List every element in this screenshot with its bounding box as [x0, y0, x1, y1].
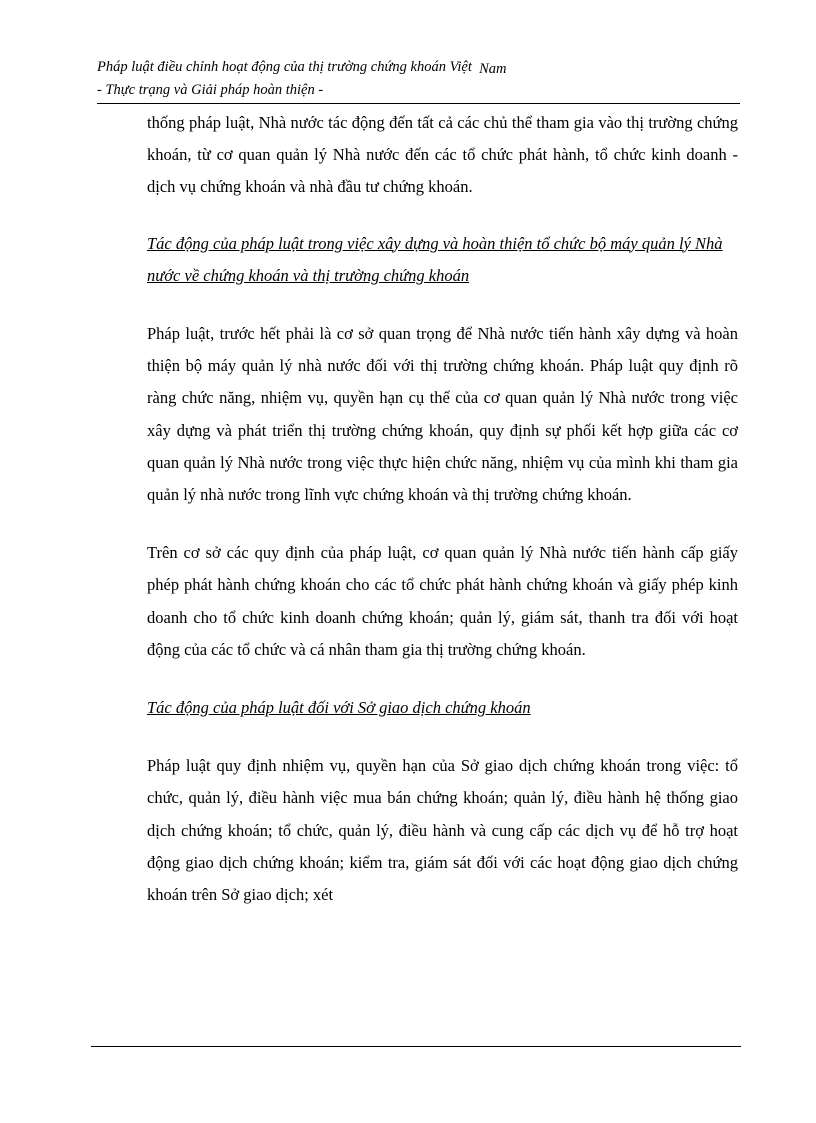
body-text [147, 107, 738, 911]
header-line-1 [97, 56, 740, 79]
running-header [97, 56, 740, 104]
paragraph-4: Pháp luật quy định nhiệm vụ, quyền hạn của Sở giao dịch chứng khoán trong việc: tổ chức, quản lý, điều hành việc mua bán chứng khoán; quản lý, điều hành hệ thống giao dịch chứng khoán; tổ chức, quản lý, điều hành và cung cấp các dịch vụ để hỗ trợ hoạt động giao dịch chứng khoán; kiểm tra, giám sát đối với các hoạt động giao dịch chứng khoán trên Sở giao dịch; xét [147, 756, 738, 905]
section-heading-2: Tác động của pháp luật đối với Sở giao dịch chứng khoán [147, 698, 531, 718]
footer-rule [91, 1046, 741, 1047]
section-heading-1: Tác động của pháp luật trong việc xây dựng và hoàn thiện tổ chức bộ máy quản lý Nhà nước về chứng khoán và thị trường chứng khoán [147, 233, 723, 285]
header-line-2: - Thực trạng và Giải pháp hoàn thiện - [97, 82, 324, 98]
paragraph-1: thống pháp luật, Nhà nước tác động đến tất cả các chủ thể tham gia vào thị trường chứng khoán, từ cơ quan quản lý Nhà nước đến các tổ chức phát hành, tổ chức kinh doanh - dịch vụ chứng khoán và nhà đầu tư chứng khoán. [147, 113, 738, 197]
paragraph-2: Pháp luật, trước hết phải là cơ sở quan trọng để Nhà nước tiến hành xây dựng và hoàn thiện bộ máy quản lý nhà nước đối với thị trường chứng khoán. Pháp luật quy định rõ ràng chức năng, nhiệm vụ, quyền hạn cụ thể của cơ quan quản lý Nhà nước trong việc xây dựng và phát triển thị trường chứng khoán, quy định sự phối kết hợp giữa các cơ quan quản lý Nhà nước trong việc thực hiện chức năng, nhiệm vụ của mình khi tham gia quản lý nhà nước trong lĩnh vực chứng khoán và thị trường chứng khoán. [147, 324, 738, 505]
header-title-tail: Nam [479, 61, 507, 77]
header-title: Pháp luật điều chỉnh hoạt động của thị trường chứng khoán Việt [97, 59, 472, 75]
paragraph-3: Trên cơ sở các quy định của pháp luật, cơ quan quản lý Nhà nước tiến hành cấp giấy phép phát hành chứng khoán cho các tổ chức phát hành chứng khoán và giấy phép kinh doanh cho tổ chức kinh doanh chứng khoán; quản lý, giám sát, thanh tra đối với hoạt động của các tổ chức và cá nhân tham gia thị trường chứng khoán. [147, 543, 738, 659]
